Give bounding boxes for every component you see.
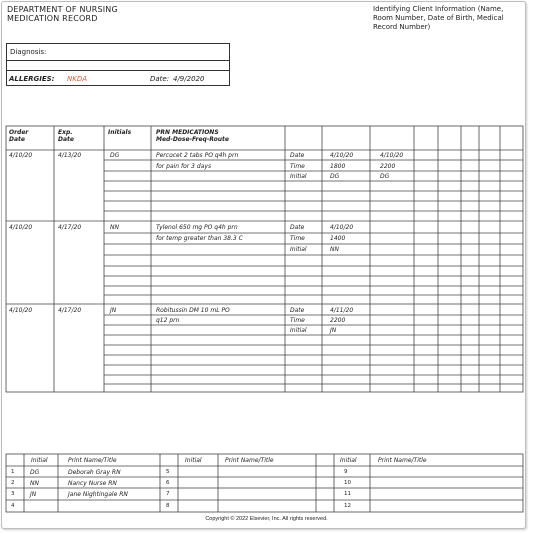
initial-row-label: Initial xyxy=(290,246,307,253)
allergy-date-value: 4/9/2020 xyxy=(173,75,205,83)
sig-print-name-header: Print Name/Title xyxy=(225,457,274,464)
admin-date-cell[interactable]: 4/10/20 xyxy=(330,224,354,231)
admin-initial-cell[interactable]: DG xyxy=(380,173,390,180)
order-date-header: Order Date xyxy=(9,129,29,143)
initials-cell[interactable]: JN xyxy=(110,307,117,314)
sig-name-cell[interactable]: Jane Nightingale RN xyxy=(68,491,128,498)
sig-initial-cell[interactable]: NN xyxy=(30,480,39,487)
department-title: DEPARTMENT OF NURSING xyxy=(7,5,118,14)
date-row-label: Date xyxy=(290,224,305,231)
sig-row-number: 7 xyxy=(166,491,170,497)
sig-initial-header: Initial xyxy=(31,457,48,464)
sig-row-number: 4 xyxy=(11,503,15,509)
medication-line[interactable]: for temp greater than 38.3 C xyxy=(156,235,243,242)
initial-row-label: Initial xyxy=(290,173,307,180)
prn-medications-header: PRN MEDICATIONS Med-Dose-Freq-Route xyxy=(156,129,229,143)
exp-date-header: Exp. Date xyxy=(58,129,74,143)
client-info-line: Identifying Client Information (Name, xyxy=(373,5,504,13)
exp-date-cell[interactable]: 4/13/20 xyxy=(58,152,82,159)
initials-cell[interactable]: NN xyxy=(110,224,119,231)
admin-date-cell[interactable]: 4/10/20 xyxy=(380,152,404,159)
medication-line[interactable]: q12 prn xyxy=(156,317,180,324)
admin-initial-cell[interactable]: JN xyxy=(330,327,337,334)
admin-initial-cell[interactable]: DG xyxy=(330,173,340,180)
copyright-notice: Copyright © 2022 Elsevier, Inc. All rights reserved. xyxy=(205,516,328,522)
admin-time-cell[interactable]: 1800 xyxy=(330,163,346,170)
client-info-line: Room Number, Date of Birth, Medical xyxy=(373,14,504,22)
admin-date-cell[interactable]: 4/11/20 xyxy=(330,307,354,314)
order-date-cell[interactable]: 4/10/20 xyxy=(9,307,33,314)
sig-row-number: 1 xyxy=(11,469,15,475)
date-row-label: Date xyxy=(290,152,305,159)
sig-row-number: 12 xyxy=(344,503,351,509)
initials-header: Initials xyxy=(108,129,132,136)
sig-row-number: 8 xyxy=(166,503,170,509)
admin-date-cell[interactable]: 4/10/20 xyxy=(330,152,354,159)
medication-line[interactable]: Tylenol 650 mg PO q4h prn xyxy=(156,224,238,231)
date-row-label: Date xyxy=(290,307,305,314)
admin-time-cell[interactable]: 2200 xyxy=(380,163,396,170)
diagnosis-label: Diagnosis: xyxy=(10,48,47,56)
order-date-cell[interactable]: 4/10/20 xyxy=(9,152,33,159)
sig-row-number: 3 xyxy=(11,491,15,497)
admin-time-cell[interactable]: 2200 xyxy=(330,317,346,324)
sig-name-cell[interactable]: Deborah Gray RN xyxy=(68,469,121,476)
exp-date-cell[interactable]: 4/17/20 xyxy=(58,224,82,231)
allergies-value: NKDA xyxy=(67,75,88,83)
medication-line[interactable]: for pain for 3 days xyxy=(156,163,212,170)
sig-row-number: 5 xyxy=(166,469,170,475)
sig-initial-cell[interactable]: DG xyxy=(30,469,40,476)
sig-initial-header: Initial xyxy=(340,457,357,464)
sig-print-name-header: Print Name/Title xyxy=(378,457,427,464)
medication-line[interactable]: Percocet 2 tabs PO q4h prn xyxy=(156,152,239,159)
sig-row-number: 9 xyxy=(344,469,348,475)
initials-cell[interactable]: DG xyxy=(110,152,120,159)
sig-row-number: 2 xyxy=(11,480,15,486)
time-row-label: Time xyxy=(290,317,305,324)
sig-row-number: 6 xyxy=(166,480,170,486)
sig-initial-cell[interactable]: JN xyxy=(30,491,37,498)
sig-name-cell[interactable]: Nancy Nurse RN xyxy=(68,480,117,487)
allergies-label: ALLERGIES: xyxy=(9,75,55,83)
time-row-label: Time xyxy=(290,235,305,242)
sig-initial-header: Initial xyxy=(185,457,202,464)
exp-date-cell[interactable]: 4/17/20 xyxy=(58,307,82,314)
admin-time-cell[interactable]: 1400 xyxy=(330,235,346,242)
sig-row-number: 11 xyxy=(344,491,351,497)
sig-row-number: 10 xyxy=(344,480,351,486)
client-info-line: Record Number) xyxy=(373,23,431,31)
initial-row-label: Initial xyxy=(290,327,307,334)
record-title: MEDICATION RECORD xyxy=(7,14,98,23)
time-row-label: Time xyxy=(290,163,305,170)
sig-print-name-header: Print Name/Title xyxy=(68,457,117,464)
allergy-date-label: Date: xyxy=(150,75,170,83)
admin-initial-cell[interactable]: NN xyxy=(330,246,339,253)
order-date-cell[interactable]: 4/10/20 xyxy=(9,224,33,231)
medication-line[interactable]: Robitussin DM 10 mL PO xyxy=(156,307,230,314)
